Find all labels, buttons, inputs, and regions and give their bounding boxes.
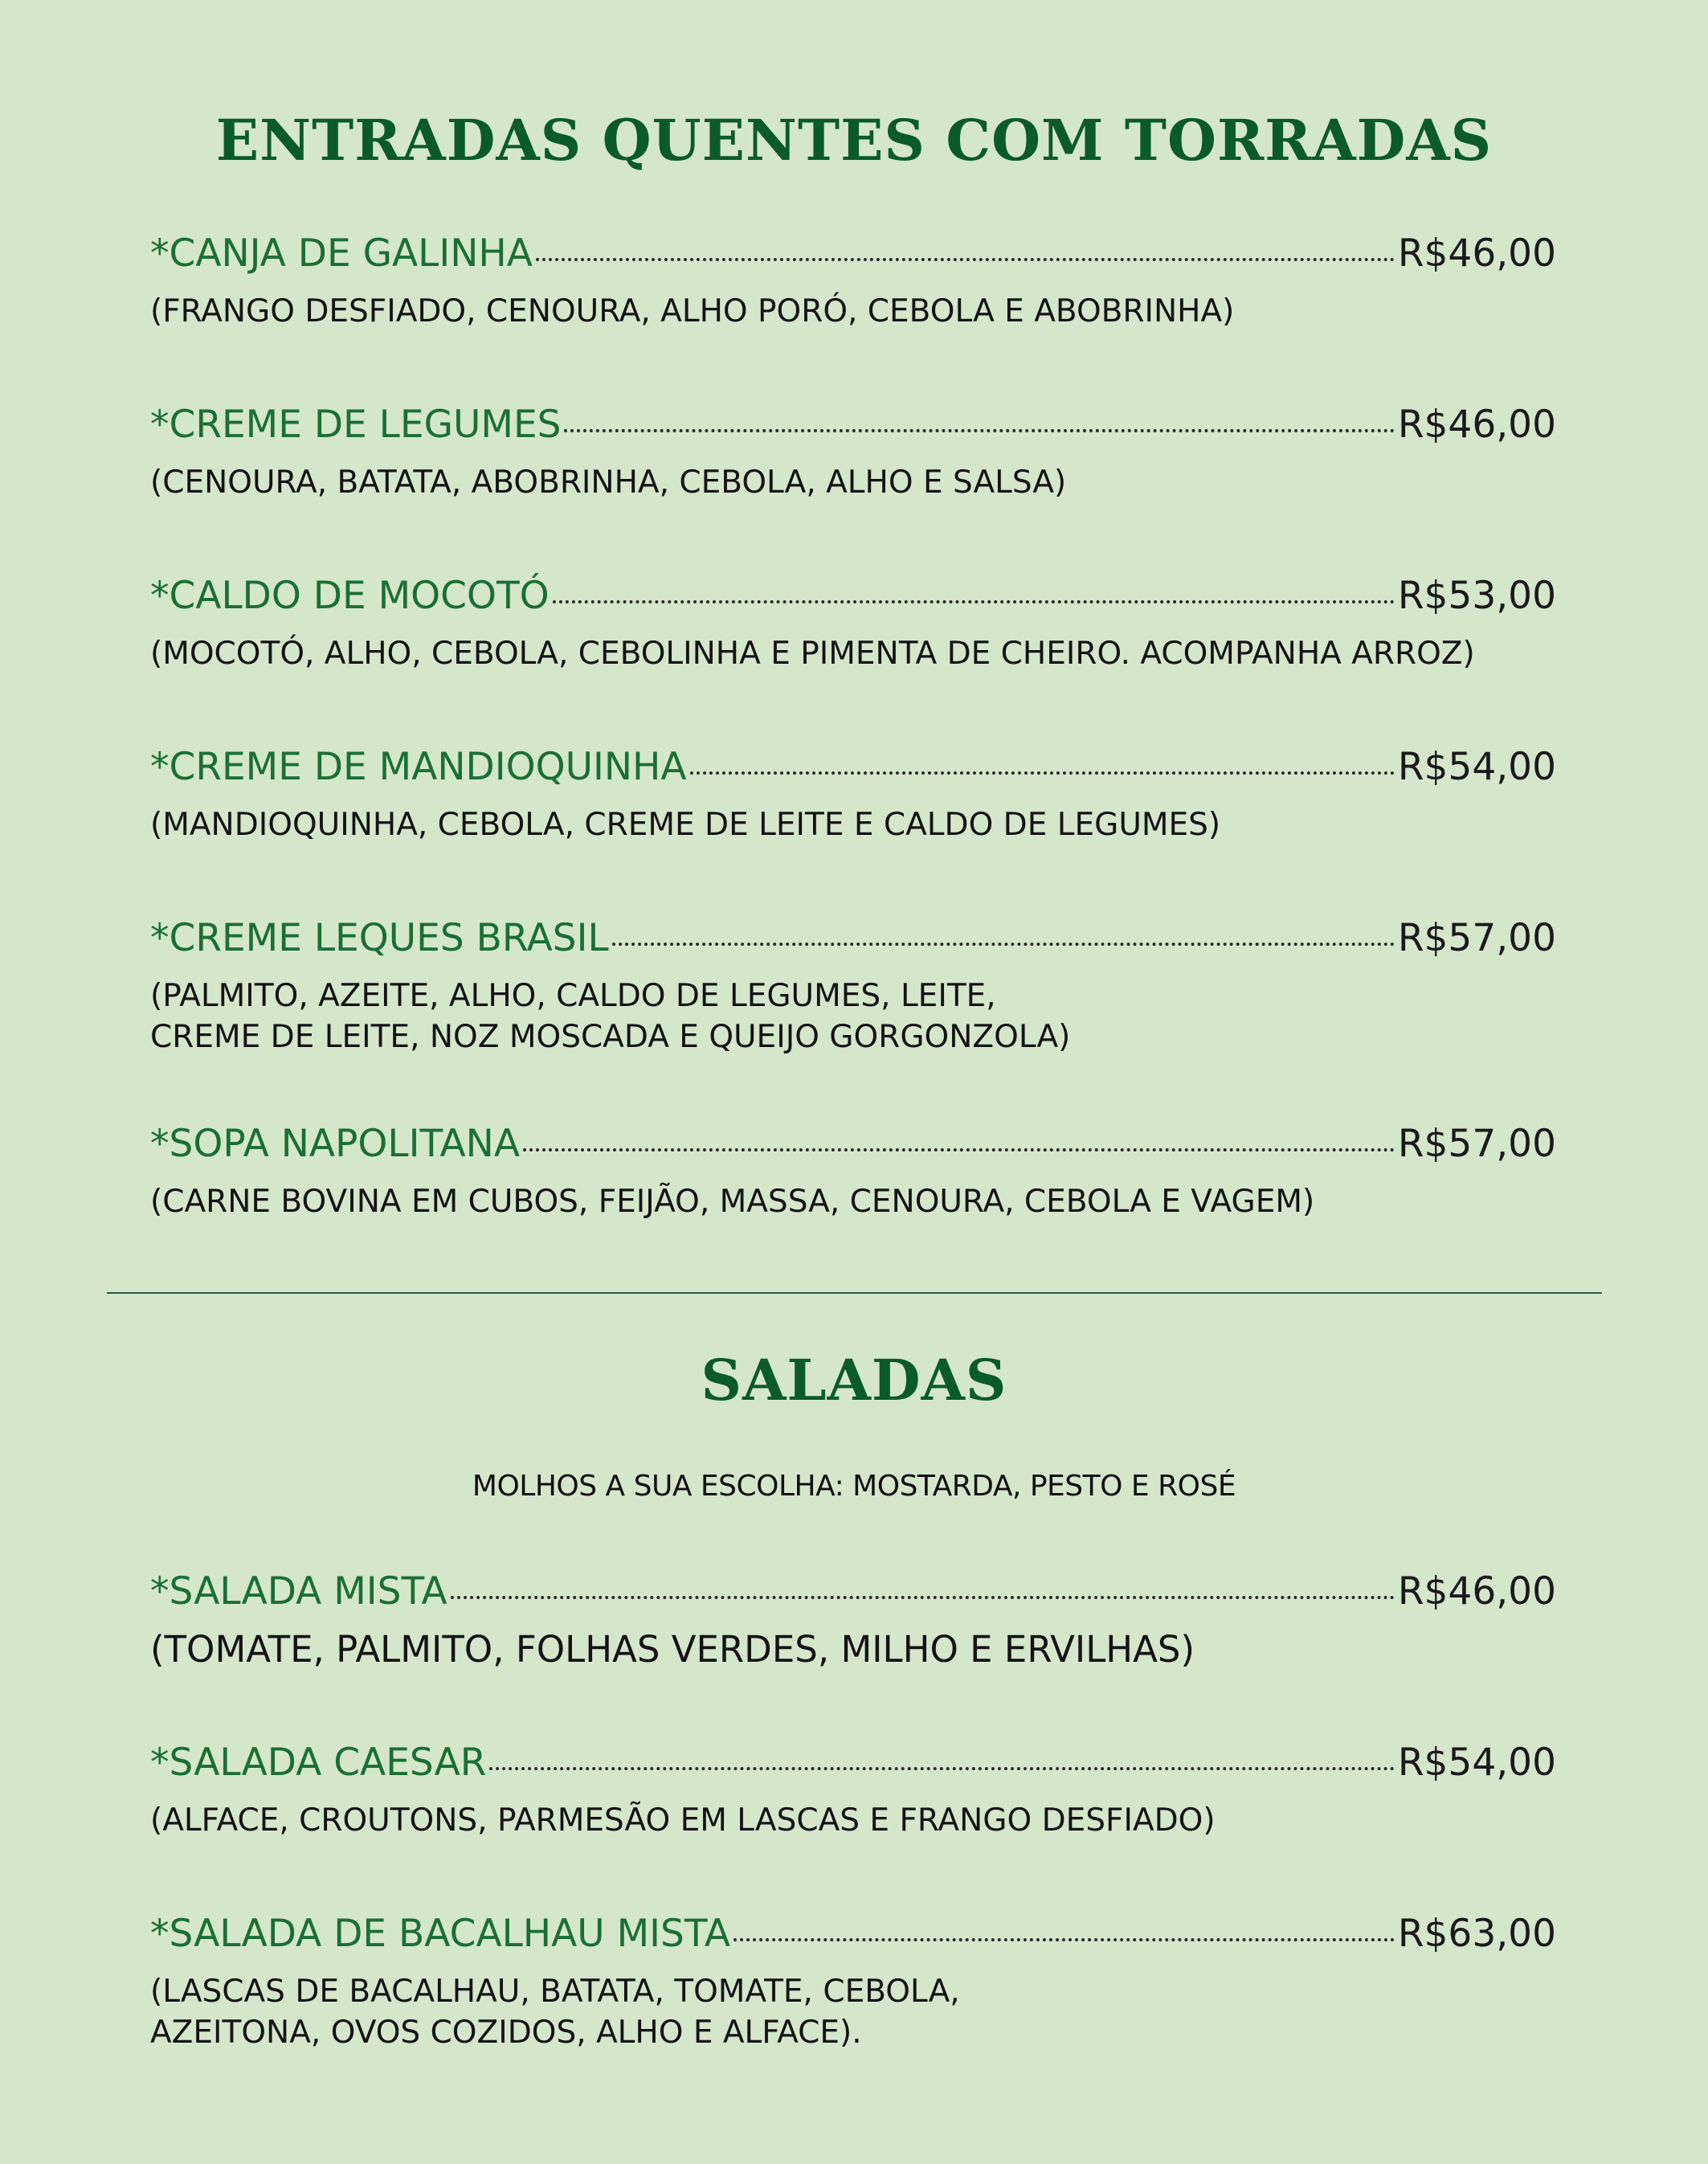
- dot-leader: [523, 1148, 1395, 1152]
- item-price: R$54,00: [1397, 745, 1556, 789]
- dot-leader: [489, 1767, 1394, 1770]
- menu-item-canja: [150, 233, 1556, 332]
- item-name: *SALADA DE BACALHAU MISTA: [150, 1912, 731, 1956]
- item-row: [150, 1571, 1556, 1613]
- item-price: R$46,00: [1397, 1569, 1556, 1614]
- item-description: (TOMATE, PALMITO, FOLHAS VERDES, MILHO E ERVILHAS): [150, 1627, 1195, 1671]
- menu-item-creme-legumes: [150, 404, 1556, 503]
- dot-leader: [564, 429, 1394, 432]
- dot-leader: [536, 258, 1395, 261]
- item-row: [150, 1913, 1556, 1955]
- section-title-saladas: SALADAS: [701, 1347, 1007, 1413]
- item-row: [150, 575, 1556, 617]
- item-price: R$53,00: [1397, 574, 1556, 618]
- item-row: [150, 1123, 1556, 1165]
- dot-leader: [451, 1596, 1395, 1599]
- item-name: *SALADA CAESAR: [150, 1741, 487, 1785]
- item-name: *SALADA MISTA: [150, 1569, 447, 1614]
- item-price: R$63,00: [1397, 1912, 1556, 1956]
- section-divider: [107, 1292, 1602, 1294]
- item-description: (CENOURA, BATATA, ABOBRINHA, CEBOLA, ALHO E SALSA): [150, 464, 1067, 501]
- item-row: [150, 918, 1556, 959]
- item-name: *CREME LEQUES BRASIL: [150, 916, 609, 960]
- menu-item-sopa-napolitana: [150, 1123, 1556, 1222]
- menu-item-creme-mandioquinha: [150, 747, 1556, 845]
- dot-leader: [733, 1938, 1395, 1941]
- item-name: *CREME DE LEGUMES: [150, 403, 562, 447]
- item-description: (FRANGO DESFIADO, CENOURA, ALHO PORÓ, CEBOLA E ABOBRINHA): [150, 292, 1235, 329]
- item-name: *SOPA NAPOLITANA: [150, 1122, 520, 1166]
- item-price: R$57,00: [1397, 916, 1556, 960]
- item-price: R$57,00: [1397, 1122, 1556, 1166]
- item-row: [150, 1742, 1556, 1784]
- item-description: (MOCOTÓ, ALHO, CEBOLA, CEBOLINHA E PIMENTA DE CHEIRO. ACOMPANHA ARROZ): [150, 635, 1475, 672]
- menu-item-salada-mista: [150, 1571, 1556, 1673]
- dot-leader: [553, 600, 1395, 603]
- item-price: R$46,00: [1397, 231, 1556, 276]
- item-description-line: (LASCAS DE BACALHAU, BATATA, TOMATE, CEBOLA,: [150, 1973, 960, 2010]
- dot-leader: [612, 943, 1395, 946]
- menu-item-creme-leques: [150, 918, 1556, 1058]
- item-description: [150, 1971, 1556, 2054]
- item-name: *CALDO DE MOCOTÓ: [150, 574, 550, 618]
- item-name: *CREME DE MANDIOQUINHA: [150, 745, 687, 789]
- menu-item-caldo-mocoto: [150, 575, 1556, 674]
- item-description-line: AZEITONA, OVOS COZIDOS, ALHO E ALFACE).: [150, 2015, 862, 2052]
- item-description: [150, 976, 1556, 1058]
- dot-leader: [690, 771, 1395, 775]
- item-description: (ALFACE, CROUTONS, PARMESÃO EM LASCAS E FRANGO DESFIADO): [150, 1802, 1216, 1839]
- item-price: R$46,00: [1397, 403, 1556, 447]
- menu-item-salada-caesar: [150, 1742, 1556, 1841]
- sauce-options: MOLHOS A SUA ESCOLHA: MOSTARDA, PESTO E ROSÉ: [472, 1470, 1236, 1503]
- item-description-line: (PALMITO, AZEITE, ALHO, CALDO DE LEGUMES, LEITE,: [150, 977, 996, 1014]
- item-description: (MANDIOQUINHA, CEBOLA, CREME DE LEITE E CALDO DE LEGUMES): [150, 806, 1221, 843]
- item-row: [150, 404, 1556, 446]
- section-title-entradas: ENTRADAS QUENTES COM TORRADAS: [215, 107, 1493, 174]
- item-description: (CARNE BOVINA EM CUBOS, FEIJÃO, MASSA, CENOURA, CEBOLA E VAGEM): [150, 1183, 1315, 1220]
- item-description-line: CREME DE LEITE, NOZ MOSCADA E QUEIJO GORGONZOLA): [150, 1019, 1071, 1056]
- item-price: R$54,00: [1397, 1741, 1556, 1785]
- menu-item-salada-bacalhau: [150, 1913, 1556, 2054]
- item-row: [150, 747, 1556, 788]
- item-name: *CANJA DE GALINHA: [150, 231, 533, 276]
- item-row: [150, 233, 1556, 275]
